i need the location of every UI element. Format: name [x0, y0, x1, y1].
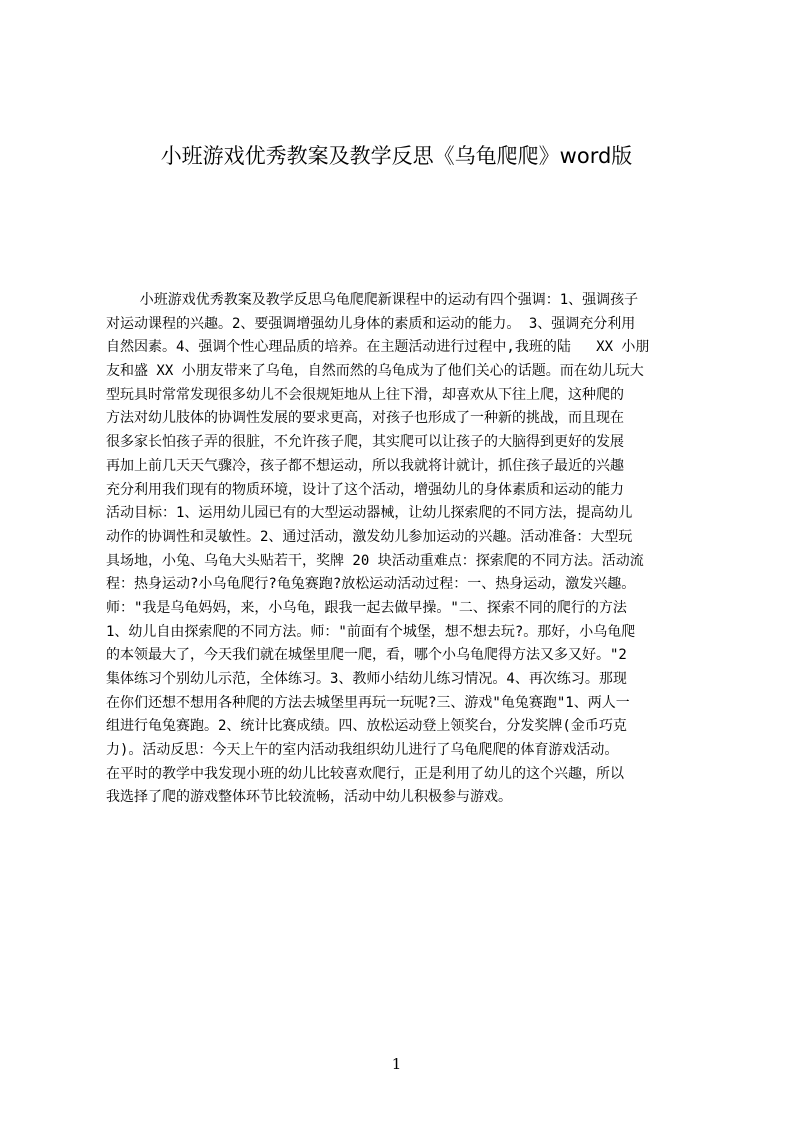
- body-line: 力)。活动反思：今天上午的室内活动我组织幼儿进行了乌龟爬爬的体育游戏活动。: [106, 742, 619, 759]
- page-number: 1: [391, 1055, 402, 1073]
- body-line: 1、幼儿自由探索爬的不同方法。师："前面有个城堡，想不想去玩?。那好，小乌龟爬: [106, 623, 636, 640]
- body-line: 小班游戏优秀教案及教学反思乌龟爬爬新课程中的运动有四个强调：1、强调孩子: [106, 292, 639, 308]
- body-line: 我选择了爬的游戏整体环节比较流畅，活动中幼儿积极参与游戏。: [106, 789, 512, 806]
- body-line: 程：热身运动?小乌龟爬行?龟兔赛跑?放松运动活动过程：一、热身运动，激发兴趣。: [106, 576, 636, 593]
- body-line: 师："我是乌龟妈妈，来，小乌龟，跟我一起去做早操。"二、探索不同的爬行的方法: [106, 599, 627, 616]
- body-line: 充分利用我们现有的物质环境，设计了这个活动，增强幼儿的身体素质和运动的能力: [106, 481, 624, 498]
- body-line: 具场地，小兔、乌龟大头贴若干，奖牌 20 块活动重难点：探索爬的不同方法。活动流: [106, 552, 644, 569]
- body-line: 再加上前几天天气骤冷，孩子都不想运动，所以我就将计就计，抓住孩子最近的兴趣: [106, 457, 624, 474]
- body-line: 自然因素。4、强调个性心理品质的培养。在主题活动进行过程中,我班的陆 XX 小朋: [106, 339, 650, 356]
- body-line: 方法对幼儿肢体的协调性发展的要求更高，对孩子也形成了一种新的挑战，而且现在: [106, 410, 624, 427]
- body-line: 型玩具时常常发现很多幼儿不会很规矩地从上往下滑，却喜欢从下往上爬，这种爬的: [106, 386, 624, 403]
- body-line: 组进行龟兔赛跑。2、统计比赛成绩。四、放松运动登上领奖台，分发奖牌(金币巧克: [106, 718, 627, 735]
- body-line: 集体练习个别幼儿示范，全体练习。3、教师小结幼儿练习情况。4、再次练习。那现: [106, 671, 627, 687]
- document-title: 小班游戏优秀教案及教学反思《乌龟爬爬》word版: [160, 144, 633, 168]
- body-line: 很多家长怕孩子弄的很脏，不允许孩子爬，其实爬可以让孩子的大脑得到更好的发展: [106, 434, 624, 451]
- body-line: 活动目标：1、运用幼儿园已有的大型运动器械，让幼儿探索爬的不同方法，提高幼儿: [106, 505, 633, 522]
- body-line: 友和盛 XX 小朋友带来了乌龟，自然而然的乌龟成为了他们关心的话题。而在幼儿玩大: [106, 363, 644, 380]
- body-line: 的本领最大了，今天我们就在城堡里爬一爬，看，哪个小乌龟爬得方法又多又好。"2: [106, 647, 627, 664]
- document-body: [106, 289, 698, 810]
- body-line: 对运动课程的兴趣。2、要强调增强幼儿身体的素质和运动的能力。 3、强调充分利用: [106, 315, 636, 332]
- body-line: 在平时的教学中我发现小班的幼儿比较喜欢爬行，正是利用了幼儿的这个兴趣，所以: [106, 765, 624, 782]
- body-line: 在你们还想不想用各种爬的方法去城堡里再玩一玩呢?三、游戏"龟兔赛跑"1、两人一: [106, 694, 630, 711]
- body-line: 动作的协调性和灵敏性。2、通过活动，激发幼儿参加运动的兴趣。活动准备：大型玩: [106, 528, 633, 545]
